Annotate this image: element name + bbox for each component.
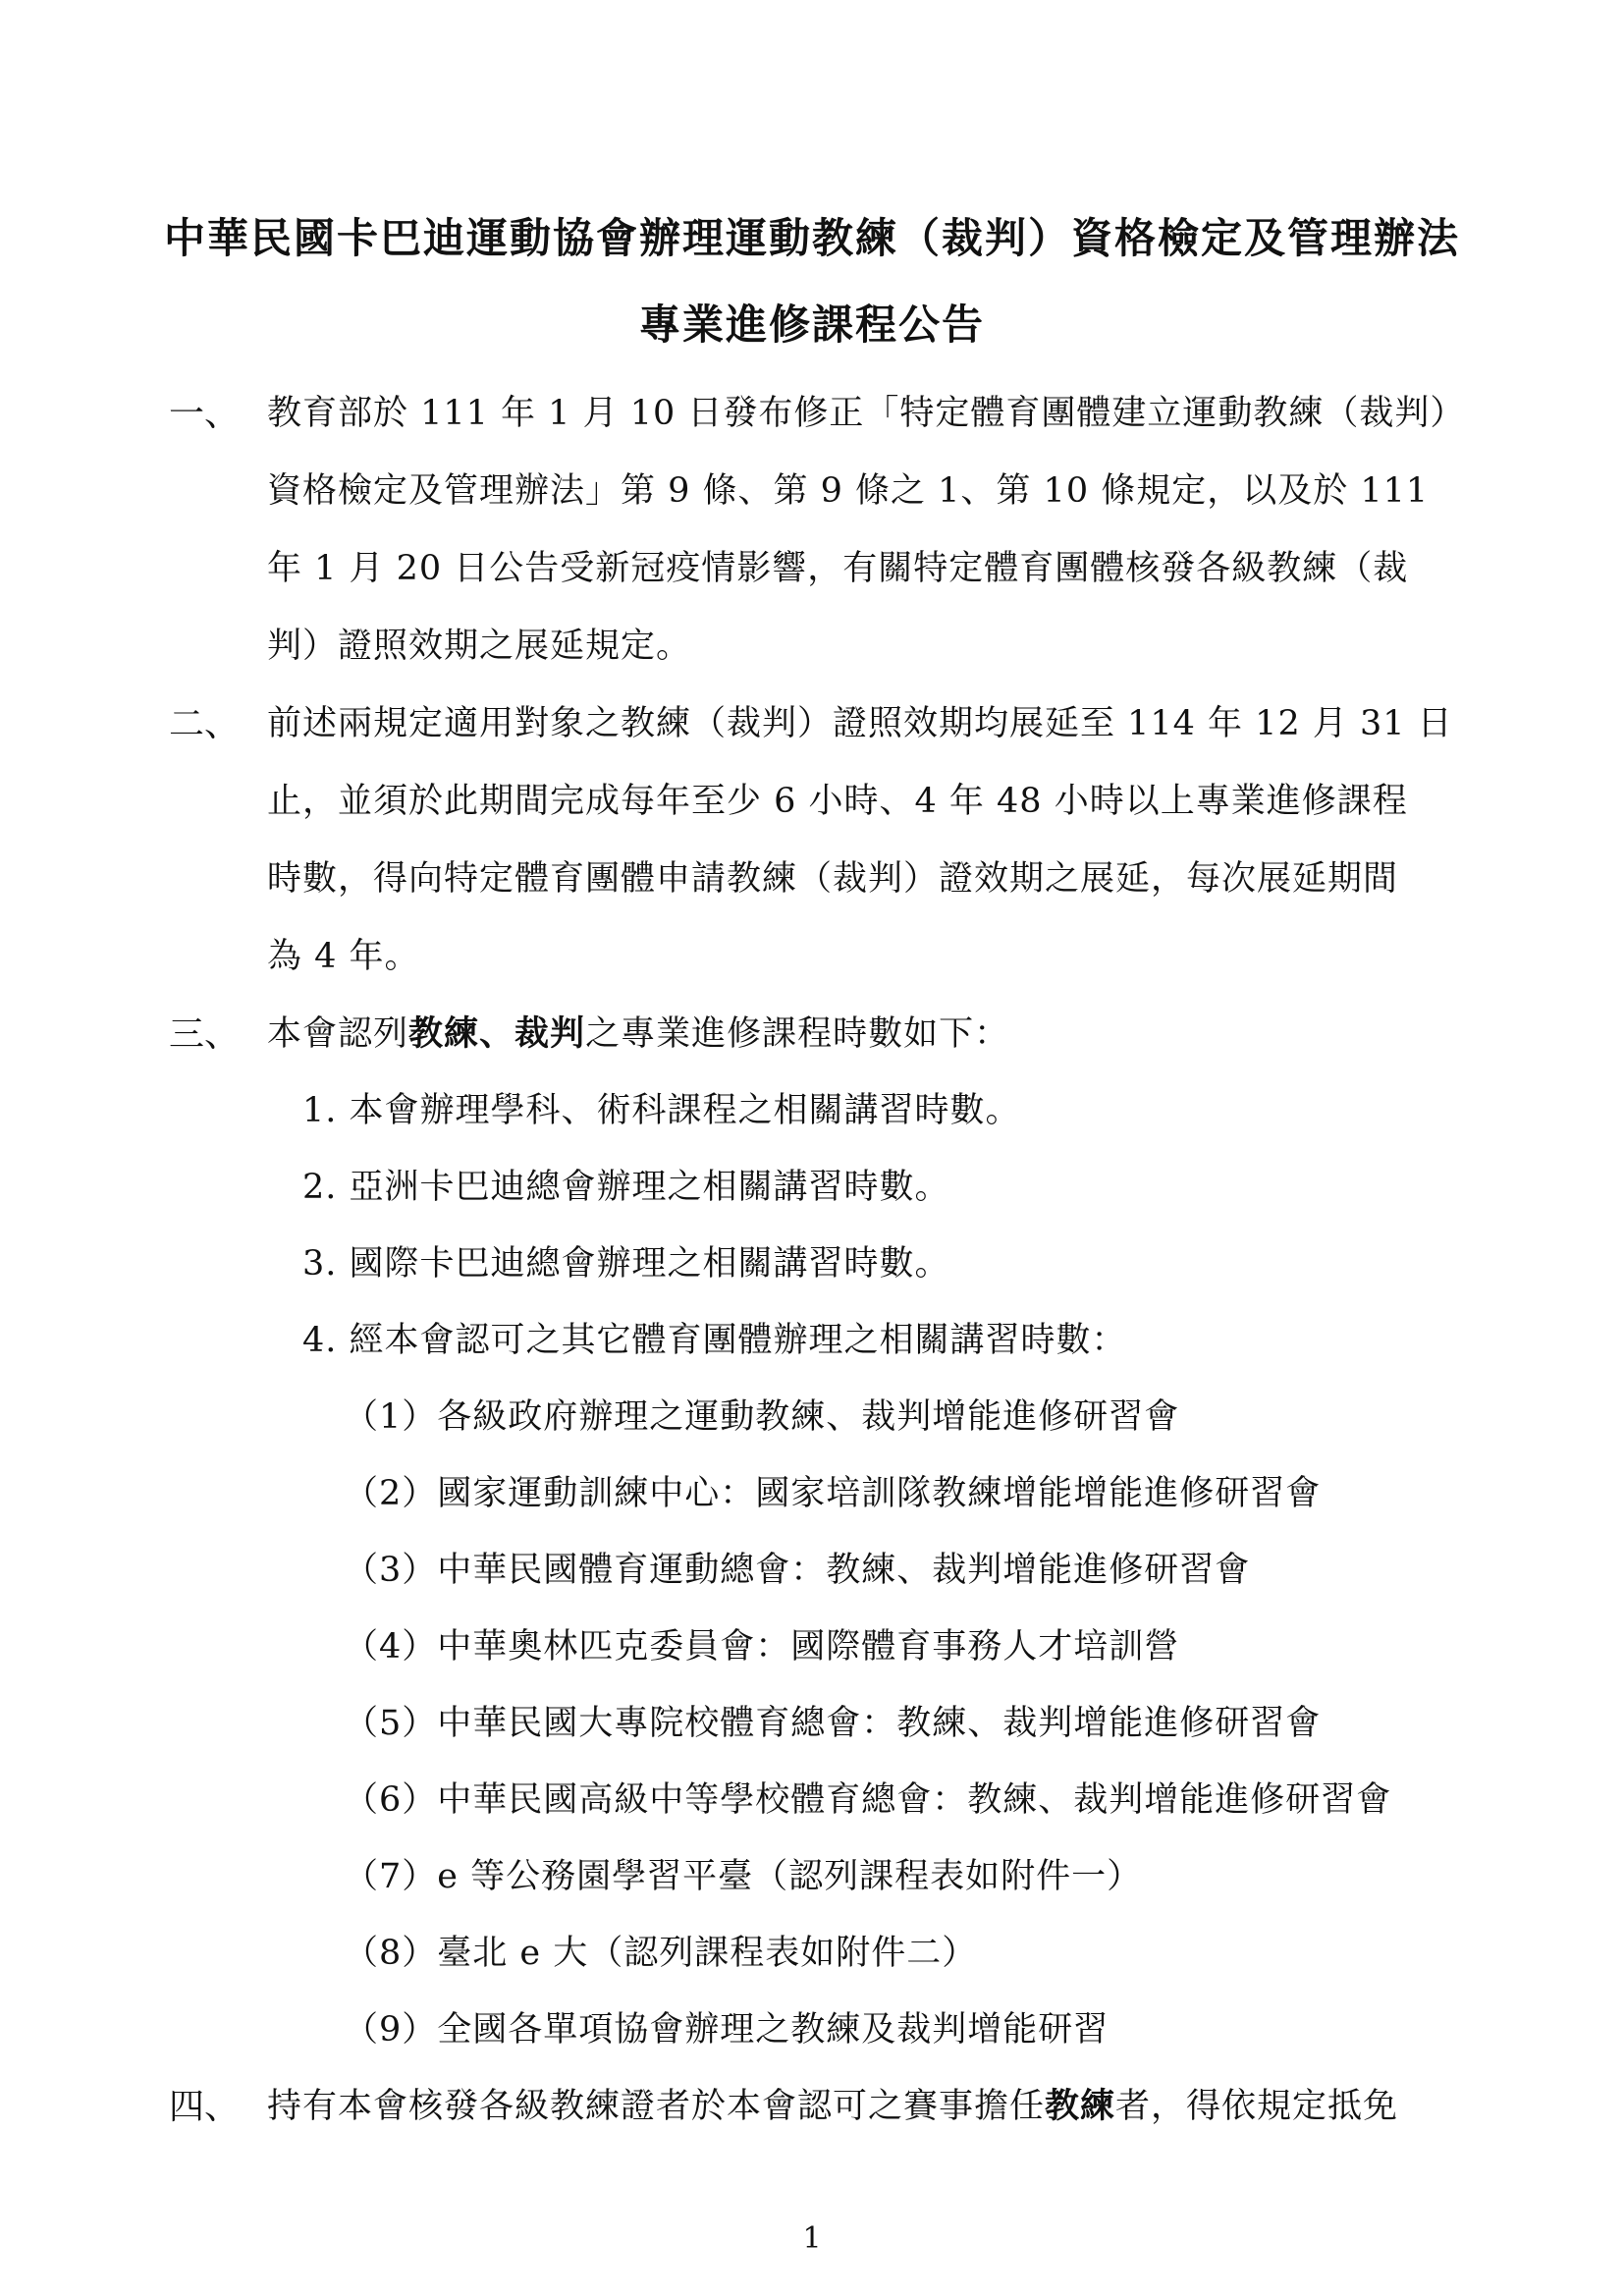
sub-list-item: （5）中華民國大專院校體育總會：教練、裁判增能進修研習會 [344, 1704, 1322, 1743]
section-2-line-2: 止，並須於此期間完成每年至少 6 小時、4 年 48 小時以上專業進修課程 [267, 782, 1408, 821]
term-referee: 裁判 [514, 1013, 586, 1054]
section-4-line-1 [267, 2079, 1398, 2128]
section-3-intro-prefix: 本會認列 [267, 1014, 409, 1054]
list-item: 4. 經本會認可之其它體育團體辦理之相關講習時數： [302, 1321, 1127, 1360]
page-number: 1 [802, 2221, 822, 2256]
section-2-line-3: 時數，得向特定體育團體申請教練（裁判）證效期之展延，每次展延期間 [267, 859, 1399, 899]
section-2-number: 二、 [169, 704, 241, 744]
section-4-prefix: 持有本會核發各級教練證者於本會認可之賽事擔任 [267, 2087, 1046, 2126]
document-subtitle: 專業進修課程公告 [638, 301, 985, 349]
sub-list-item: （7）e 等公務園學習平臺（認列課程表如附件一） [344, 1857, 1143, 1896]
section-1-line-1: 教育部於 111 年 1 月 10 日發布修正「特定體育團體建立運動教練（裁判） [267, 394, 1466, 433]
section-1-line-2: 資格檢定及管理辦法」第 9 條、第 9 條之 1、第 10 條規定，以及於 111 [267, 471, 1430, 511]
section-3-intro [267, 1007, 1009, 1056]
list-item: 1. 本會辦理學科、術科課程之相關講習時數。 [302, 1091, 1021, 1130]
document-title: 中華民國卡巴迪運動協會辦理運動教練（裁判）資格檢定及管理辦法 [163, 214, 1460, 262]
section-2-line-1: 前述兩規定適用對象之教練（裁判）證照效期均展延至 114 年 12 月 31 日 [267, 704, 1453, 743]
sub-list-item: （4）中華奧林匹克委員會：國際體育事務人才培訓營 [344, 1627, 1180, 1667]
section-1-line-3: 年 1 月 20 日公告受新冠疫情影響，有關特定體育團體核發各級教練（裁 [267, 549, 1409, 588]
term-coach: 教練 [408, 1013, 480, 1054]
sub-list-item: （9）全國各單項協會辦理之教練及裁判增能研習 [344, 2010, 1110, 2050]
section-1-line-4: 判）證照效期之展延規定。 [267, 627, 692, 666]
section-4-suffix: 者，得依規定抵免 [1115, 2087, 1399, 2126]
term-coach: 教練 [1045, 2086, 1116, 2126]
sub-list-item: （8）臺北 e 大（認列課程表如附件二） [344, 1934, 978, 1973]
sub-list-item: （2）國家運動訓練中心：國家培訓隊教練增能增能進修研習會 [344, 1474, 1322, 1513]
list-item: 3. 國際卡巴迪總會辦理之相關講習時數。 [302, 1244, 950, 1284]
sub-list-item: （1）各級政府辦理之運動教練、裁判增能進修研習會 [344, 1397, 1180, 1437]
section-4-number: 四、 [169, 2087, 241, 2127]
section-1-number: 一、 [169, 394, 241, 434]
sub-list-item: （6）中華民國高級中等學校體育總會：教練、裁判增能進修研習會 [344, 1780, 1392, 1820]
section-2-line-4: 為 4 年。 [267, 937, 420, 976]
section-3-number: 三、 [169, 1014, 241, 1055]
list-item: 2. 亞洲卡巴迪總會辦理之相關講習時數。 [302, 1168, 950, 1207]
term-separator: 、 [479, 1013, 515, 1054]
section-3-intro-suffix: 之專業進修課程時數如下： [585, 1014, 1010, 1054]
sub-list-item: （3）中華民國體育運動總會：教練、裁判增能進修研習會 [344, 1551, 1251, 1590]
